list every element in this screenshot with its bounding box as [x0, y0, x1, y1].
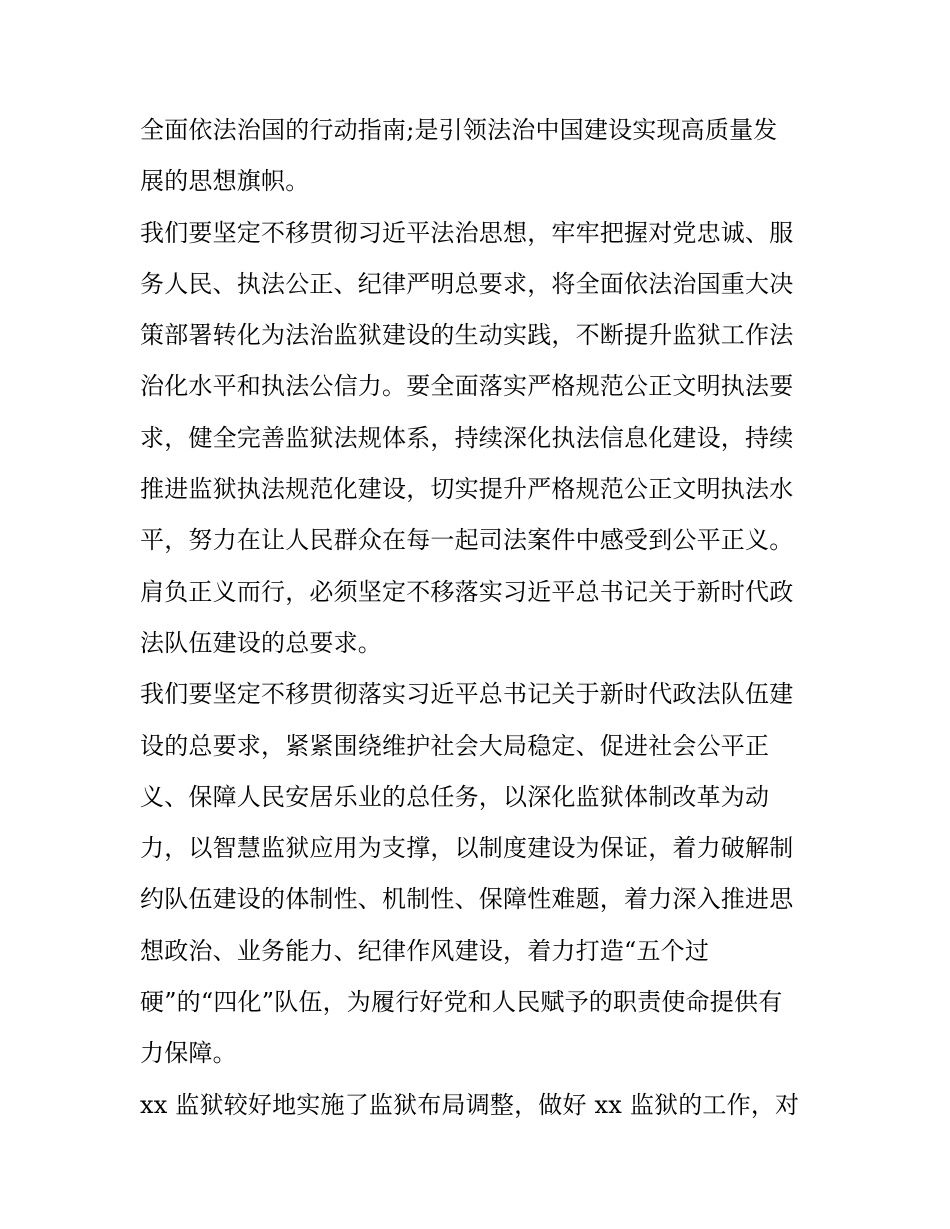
text-line: 力，以智慧监狱应用为支撑，以制度建设为保证，着力破解制: [140, 834, 794, 863]
text-line: xx 监狱较好地实施了监狱布局调整，做好 xx 监狱的工作，对: [140, 1090, 800, 1119]
text-line: 求，健全完善监狱法规体系，持续深化执法信息化建设，持续: [140, 423, 794, 452]
text-line: 力保障。: [140, 1039, 237, 1068]
document-body: [140, 105, 830, 1131]
text-line: 展的思想旗帜。: [140, 167, 310, 196]
text-line: 治化水平和执法公信力。要全面落实严格规范公正文明执法要: [140, 372, 794, 401]
text-line: 肩负正义而行，必须坚定不移落实习近平总书记关于新时代政: [140, 577, 794, 606]
text-line: 义、保障人民安居乐业的总任务，以深化监狱体制改革为动: [140, 782, 770, 811]
text-line: 我们要坚定不移贯彻落实习近平总书记关于新时代政法队伍建: [140, 680, 794, 709]
text-line: 设的总要求，紧紧围绕维护社会大局稳定、促进社会公平正: [140, 731, 770, 760]
text-line: 约队伍建设的体制性、机制性、保障性难题，着力深入推进思: [140, 885, 794, 914]
text-line: 法队伍建设的总要求。: [140, 628, 382, 657]
text-line: 推进监狱执法规范化建设，切实提升严格规范公正文明执法水: [140, 475, 794, 504]
text-line: 务人民、执法公正、纪律严明总要求，将全面依法治国重大决: [140, 269, 794, 298]
text-line: 策部署转化为法治监狱建设的生动实践，不断提升监狱工作法: [140, 321, 794, 350]
text-line: 全面依法治国的行动指南;是引领法治中国建设实现高质量发: [140, 116, 778, 144]
text-line: 硬”的“四化”队伍，为履行好党和人民赋予的职责使命提供有: [140, 988, 783, 1017]
text-line: 我们要坚定不移贯彻习近平法治思想，牢牢把握对党忠诚、服: [140, 218, 794, 247]
text-line: 想政治、业务能力、纪律作风建设，着力打造“五个过: [140, 936, 710, 965]
text-line: 平，努力在让人民群众在每一起司法案件中感受到公平正义。: [140, 526, 794, 555]
